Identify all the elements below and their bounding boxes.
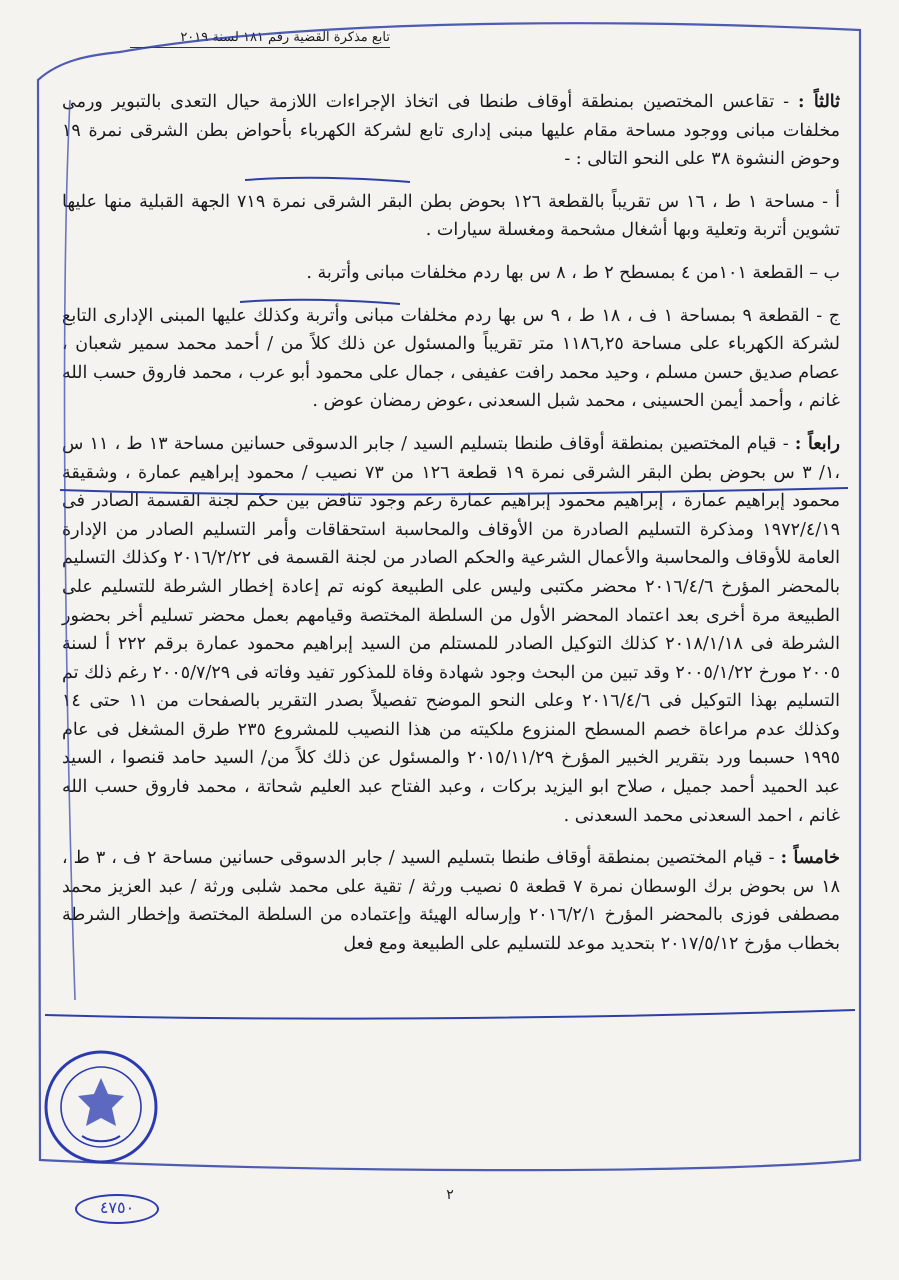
item-jim: ج - القطعة ٩ بمساحة ١ ف ، ١٨ ط ، ٩ س بها ردم مخلفات مبانى وأتربة وكذلك عليها المبنى الإدارى التابع لشركة الكهرباء على مساحة ١١٨٦,٢٥ متر تقريباً والمسئول عن ذلك كلاً من / أحمد محمد سمير شعبان ، عصام صديق حسن مسلم ، وحيد محمد رافت عفيفى ، جمال على محمود أبو عرب ، محمد فاروق حسب الله غانم ، وأحمد أيمن الحسينى ، محمد شبل السعدنى ،عوض رمضان عوض .	[62, 305, 840, 412]
seal-number: ٤٧٥٠	[75, 1194, 159, 1224]
section-fifth-label: خامساً :	[780, 848, 841, 869]
section-third-label: ثالثاً :	[797, 92, 840, 112]
case-header: تابع مذكرة القضية رقم ١٨١ لسنة ٢٠١٩	[130, 30, 390, 48]
section-fourth-text: - قيام المختصين بمنطقة أوقاف طنطا بتسليم السيد / جابر الدسوقى حسانين مساحة ١٣ ط ، ١١ س ،١/ ٣ س بحوض بطن البقر الشرقى نمرة ١٩ قطعة ١٢٦ من ٧٣ نصيب / محمود إبراهيم عمارة ، وشقيقة محمود إبراهيم عمارة ، إبراهيم محمود إبراهيم عمارة رغم وجود تناقض بين حكم لجنة القسمة الصادر فى ١٩٧٢/٤/١٩ ومذكرة التسليم الصادرة من الأوقاف والمحاسبة استحقاقات وأمر التسليم الصادر من الإدارة العامة للأوقاف والمحاسبة والأعمال الشرعية والحكم الصادر من لجنة القسمة فى ٢٠١٦/٢/٢٢ وكذلك التسليم بالمحضر المؤرخ ٢٠١٦/٤/٦ محضر مكتبى وليس على الطبيعة كونه تم إعادة إخطار الشرطة للتسليم على الطبيعة مرة أخرى بعد اعتماد المحضر الأول من السلطة المختصة وقيامهم بعمل محضر تسليم أخر بحضور الشرطة فى ٢٠١٨/١/١٨ كذلك التوكيل الصادر للمستلم من السيد إبراهيم محمود عمارة برقم ٢٢٢ أ لسنة ٢٠٠٥ مورخ ٢٠٠٥/١/٢٢ وقد تبين من البحث وجود شهادة وفاة للمذكور تفيد وفاته فى ٢٠٠٥/٧/٢٩ رغم ذلك تم التسليم بهذا التوكيل فى ٢٠١٦/٤/٦ وعلى النحو الموضح تفصيلاً بصدر التقرير بالصفحات من ١١ حتى ١٤ وكذلك عدم مراعاة خصم المسطح المنزوع ملكيته من هذا النصيب للمشروع ٢٣٥ طرق المشغل فى عام ١٩٩٥ حسبما ورد بتقرير الخبير المؤرخ ٢٠١٥/١١/٢٩ والمسئول عن ذلك كلاً من/ السيد حامد قنصوا ، السيد عبد الحميد أحمد جميل ، صلاح ابو اليزيد بركات ، وعبد الفتاح عبد العليم شحاتة ، محمد فاروق حسب الله غانم ، احمد السعدنى محمد السعدنى .	[62, 433, 840, 826]
document-body	[62, 88, 840, 973]
section-third	[62, 88, 840, 174]
item-ba: ب – القطعة ١٠١من ٤ بمسطح ٢ ط ، ٨ س بها ردم مخلفات مبانى وأتربة .	[306, 262, 840, 283]
section-fifth	[62, 844, 840, 958]
section-fifth-text: - قيام المختصين بمنطقة أوقاف طنطا بتسليم السيد / جابر الدسوقى حسانين مساحة ٢ ف ، ٣ ط ، ١٨ س بحوض برك الوسطان نمرة ٧ قطعة ٥ نصيب ورثة / تقية على محمد شلبى ورثة / عبد العزيز محمد مصطفى فوزى بالمحضر المؤرخ ٢٠١٦/٢/١ وإرساله الهيئة وإعتماده من السلطة المختصة وإخطار الشرطة بخطاب مؤرخ ٢٠١٧/٥/١٢ بتحديد موعد للتسليم على الطبيعة ومع فعل	[62, 848, 840, 955]
official-seal-icon	[42, 1048, 160, 1166]
section-fourth	[62, 430, 840, 830]
item-alef: أ - مساحة ١ ط ، ١٦ س تقريباً بالقطعة ١٢٦ بحوض بطن البقر الشرقى نمرة ٧١٩ الجهة القبلية منها عليها تشوين أتربة وتعلية وبها أشغال مشحمة ومغسلة سيارات .	[62, 191, 840, 241]
section-third-text: - تقاعس المختصين بمنطقة أوقاف طنطا فى اتخاذ الإجراءات اللازمة حيال التعدى بالتبوير ورمى مخلفات مبانى ووجود مساحة مقام عليها مبنى إدارى تابع لشركة الكهرباء بأحواض بطن الشرقى نمرة ١٩ وحوض النشوة ٣٨ على النحو التالى : -	[62, 92, 840, 170]
page-number: ٢	[446, 1187, 454, 1203]
section-fourth-label: رابعاً :	[794, 433, 840, 454]
